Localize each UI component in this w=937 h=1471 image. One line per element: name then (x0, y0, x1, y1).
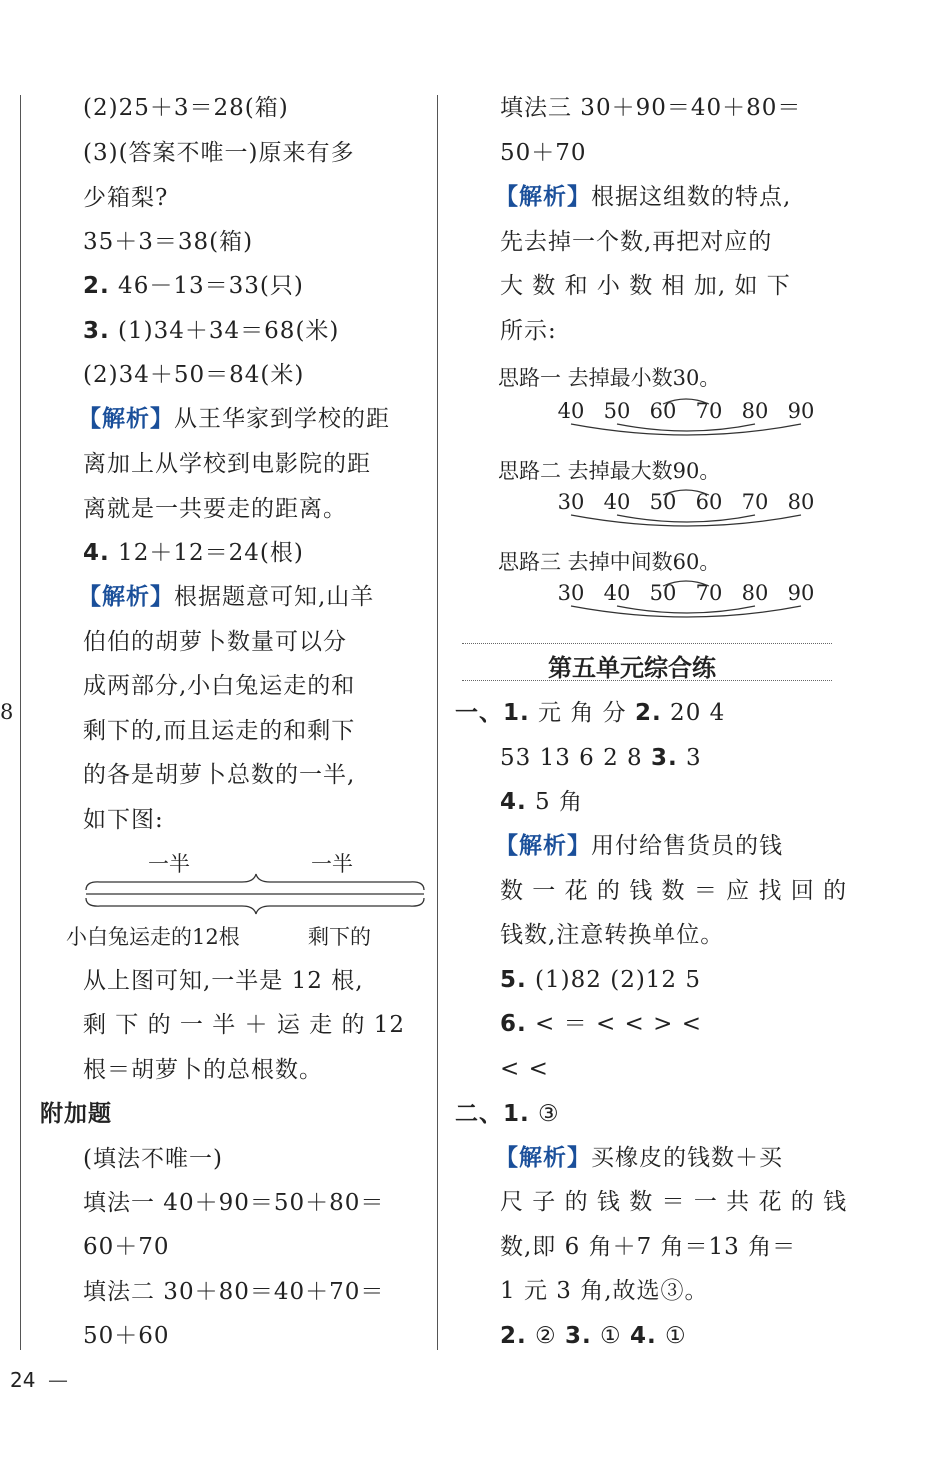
part-number: 一、 (455, 700, 503, 726)
left-line-18: 从上图可知,一半是 12 根, (83, 968, 364, 994)
idea-3-pairing-arcs (548, 580, 828, 620)
number: 40 (603, 490, 631, 514)
left-line-17: 如下图: (83, 807, 164, 833)
number: 50 (649, 581, 677, 605)
column-divider (437, 95, 438, 1350)
half-label-2: 一半 (311, 852, 353, 876)
right-line-4: 先去掉一个数,再把对应的 (500, 229, 773, 255)
section-title: 第五单元综合练 (548, 654, 716, 682)
right-line-16 (455, 1099, 560, 1129)
analysis-text: 从王华家到学校的距 (174, 406, 390, 432)
left-line-21: (填法不唯一) (83, 1146, 223, 1172)
right-line-8 (500, 743, 702, 773)
answer-text: ② (526, 1323, 565, 1349)
left-line-1: (2)25＋3＝28(箱) (83, 95, 289, 121)
right-line-21 (500, 1321, 687, 1351)
analysis-tag: 【解析】 (78, 584, 174, 610)
answer-text: ① (591, 1323, 630, 1349)
item-number: 3. (83, 318, 110, 344)
half-label-1: 一半 (148, 852, 190, 876)
left-line-2: (3)(答案不唯一)原来有多 (83, 140, 355, 166)
answer-text: 3 (677, 745, 702, 771)
left-line-25: 50＋60 (83, 1323, 170, 1349)
number: 50 (649, 490, 677, 514)
left-line-4: 35＋3＝38(箱) (83, 229, 254, 255)
number: 60 (649, 399, 677, 423)
number: 40 (557, 399, 585, 423)
left-line-6 (83, 316, 339, 346)
analysis-text: 根据这组数的特点, (591, 184, 792, 210)
section-rule-bottom (462, 680, 832, 681)
right-line-13 (500, 965, 701, 995)
right-line-3 (495, 182, 791, 212)
number: 90 (787, 399, 815, 423)
answer-text: 12＋12＝24(根) (109, 540, 304, 566)
left-line-11 (83, 538, 304, 568)
left-line-22: 填法一 40＋90＝50＋80＝ (83, 1190, 385, 1216)
answer-text: ③ (529, 1101, 560, 1127)
right-line-20: 1 元 3 角,故选③。 (500, 1278, 709, 1304)
item-number: 2. (500, 1323, 527, 1349)
right-line-10 (495, 831, 783, 861)
answer-text: 5 角 (526, 789, 584, 815)
idea-1-pairing-arcs (548, 398, 828, 438)
idea-2-pairing-arcs (548, 489, 828, 529)
analysis-tag: 【解析】 (78, 406, 174, 432)
left-line-23: 60＋70 (83, 1234, 170, 1260)
item-number: 6. (500, 1011, 527, 1037)
margin-mark: 8 (0, 700, 14, 724)
analysis-tag: 【解析】 (495, 833, 591, 859)
idea-3: 思路三 去掉中间数60。 (498, 550, 721, 574)
idea-2: 思路二 去掉最大数90。 (498, 459, 721, 483)
analysis-text: 用付给售货员的钱 (591, 833, 783, 859)
item-number: 4. (630, 1323, 657, 1349)
left-margin-rule (20, 95, 21, 1350)
item-number: 5. (500, 967, 527, 993)
left-line-19: 剩 下 的 一 半 ＋ 运 走 的 12 (83, 1012, 406, 1038)
left-line-24: 填法二 30＋80＝40＋70＝ (83, 1279, 385, 1305)
answer-text: ① (656, 1323, 687, 1349)
right-line-1: 填法三 30＋90＝40＋80＝ (500, 95, 802, 121)
answer-text: (1)82 (2)12 5 (526, 967, 702, 993)
left-line-9: 离加上从学校到电影院的距 (83, 451, 371, 477)
analysis-text: 买橡皮的钱数＋买 (591, 1145, 783, 1171)
number: 30 (557, 490, 585, 514)
number: 80 (741, 581, 769, 605)
answer-text: 53 13 6 2 8 (500, 745, 651, 771)
right-line-19: 数,即 6 角＋7 角＝13 角＝ (500, 1234, 797, 1260)
right-line-15: < < (500, 1056, 549, 1082)
item-number: 2. (635, 700, 662, 726)
analysis-tag: 【解析】 (495, 1145, 591, 1171)
brace-diagram (80, 872, 440, 922)
item-number: 4. (83, 540, 110, 566)
answer-text: 20 4 (661, 700, 726, 726)
left-line-10: 离就是一共要走的距离。 (83, 496, 347, 522)
left-line-7: (2)34＋50＝84(米) (83, 362, 305, 388)
number: 70 (695, 581, 723, 605)
part-number: 二、 (455, 1101, 503, 1127)
left-line-20: 根＝胡萝卜的总根数。 (83, 1057, 323, 1083)
right-line-5: 大 数 和 小 数 相 加, 如 下 (500, 273, 791, 299)
item-number: 1. (503, 700, 530, 726)
answer-text: 46－13＝33(只) (109, 273, 304, 299)
left-line-16: 的各是胡萝卜总数的一半, (83, 762, 356, 788)
analysis-tag: 【解析】 (495, 184, 591, 210)
right-line-18: 尺 子 的 钱 数 ＝ 一 共 花 的 钱 (500, 1189, 848, 1215)
right-line-12: 钱数,注意转换单位。 (500, 922, 725, 948)
item-number: 3. (651, 745, 678, 771)
answer-text: (1)34＋34＝68(米) (109, 318, 340, 344)
left-line-3: 少箱梨? (83, 185, 169, 211)
number: 80 (741, 399, 769, 423)
part-label-2: 剩下的 (308, 925, 371, 949)
left-line-14: 成两部分,小白兔运走的和 (83, 673, 356, 699)
item-number: 2. (83, 273, 110, 299)
number: 90 (787, 581, 815, 605)
section-rule-top (462, 643, 832, 644)
right-line-14 (500, 1009, 702, 1039)
number: 70 (695, 399, 723, 423)
extra-problems-heading: 附加题 (40, 1101, 112, 1127)
number: 70 (741, 490, 769, 514)
number: 30 (557, 581, 585, 605)
right-line-11: 数 一 花 的 钱 数 ＝ 应 找 回 的 (500, 878, 848, 904)
item-number: 3. (565, 1323, 592, 1349)
answer-text: < ＝ < < > < (526, 1011, 702, 1037)
left-line-15: 剩下的,而且运走的和剩下 (83, 718, 356, 744)
answer-text: 元 角 分 (529, 700, 635, 726)
number: 40 (603, 581, 631, 605)
idea-1: 思路一 去掉最小数30。 (498, 366, 721, 390)
right-line-2: 50＋70 (500, 140, 587, 166)
number: 60 (695, 490, 723, 514)
left-line-12 (78, 582, 374, 612)
left-line-13: 伯伯的胡萝卜数量可以分 (83, 629, 347, 655)
right-line-6: 所示: (500, 318, 557, 344)
right-line-7 (455, 698, 725, 728)
part-label-1: 小白兔运走的12根 (66, 925, 240, 949)
item-number: 1. (503, 1101, 530, 1127)
left-line-5 (83, 271, 304, 301)
analysis-text: 根据题意可知,山羊 (174, 584, 375, 610)
right-line-17 (495, 1143, 783, 1173)
page-number: 24 (10, 1368, 36, 1392)
page-number-dash: — (48, 1368, 68, 1392)
number: 50 (603, 399, 631, 423)
item-number: 4. (500, 789, 527, 815)
number: 80 (787, 490, 815, 514)
left-line-8 (78, 404, 390, 434)
right-line-9 (500, 787, 583, 817)
